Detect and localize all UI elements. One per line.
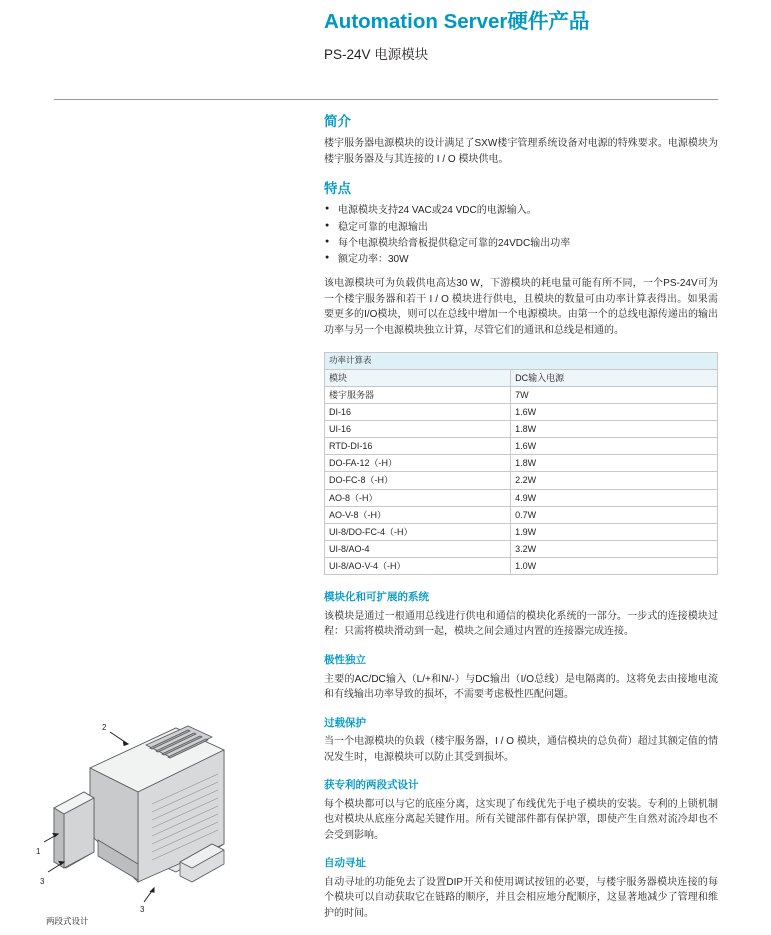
power-calculation-table	[324, 352, 718, 575]
section-patent-heading: 获专利的两段式设计	[324, 779, 419, 792]
table-cell-module: DO-FA-12（-H）	[325, 455, 511, 472]
table-caption: 功率计算表	[325, 353, 718, 369]
header-divider	[54, 99, 718, 100]
list-item: ● 每个电源模块给膏板提供稳定可靠的24VDC输出功率	[324, 236, 718, 252]
table-row	[325, 438, 718, 455]
section-polarity-text: 主要的AC/DC输入（L/+和N/-）与DC输出（I/O总线）是电隔离的。这将免去由接地电流和有线输出功率导致的损坏，不需要考虑极性匹配问题。	[324, 673, 718, 701]
section-features	[324, 181, 718, 338]
table-row	[325, 455, 718, 472]
svg-text:3: 3	[140, 905, 145, 914]
svg-text:2: 2	[102, 723, 107, 732]
table-row	[325, 421, 718, 438]
page-header	[324, 10, 744, 63]
svg-text:1: 1	[36, 847, 41, 856]
table-cell-power: 1.8W	[511, 421, 718, 438]
table-column-header: 模块	[325, 369, 511, 386]
table-cell-module: RTD-DI-16	[325, 438, 511, 455]
section-modular-text: 该模块是通过一根通用总线进行供电和通信的模块化系统的一部分。一步式的连接模块过程：只需将模块滑动到一起，模块之间会通过内置的连接器完成连接。	[324, 610, 718, 638]
table-cell-power: 3.2W	[511, 541, 718, 558]
list-item: ● 电源模块支持24 VAC或24 VDC的电源输入。	[324, 203, 718, 219]
table-cell-power: 1.6W	[511, 403, 718, 420]
section-intro-text: 楼宇服务器电源模块的设计满足了SXW楼宇管理系统设备对电源的特殊要求。电源模块为楼宇服务器及与其连接的 I / O 模块供电。	[324, 138, 718, 165]
table-row	[325, 523, 718, 540]
table-caption-row	[325, 353, 718, 369]
section-intro	[324, 114, 718, 167]
figure-caption: 两段式设计	[46, 916, 89, 926]
section-polarity	[324, 654, 718, 703]
table-row	[325, 558, 718, 575]
section-features-heading: 特点	[324, 181, 351, 197]
table-cell-power: 7W	[511, 386, 718, 403]
table-cell-module: AO-8（-H）	[325, 489, 511, 506]
page-subtitle: PS-24V 电源模块	[324, 46, 429, 62]
content-column	[324, 114, 718, 935]
section-patent-text: 每个模块都可以与它的底座分离，这实现了布线优先于电子模块的安装。专利的上锁机制也对模块从底座分离起关键作用。所有关键部件都有保护罩，即使产生自然对流冷却也不会受到影响。	[324, 798, 718, 841]
table-row	[325, 541, 718, 558]
table-cell-module: UI-8/AO-V-4（-H）	[325, 558, 511, 575]
section-intro-heading: 简介	[324, 114, 351, 129]
section-autoaddress-heading: 自动寻址	[324, 857, 366, 870]
table-row	[325, 489, 718, 506]
section-modular-heading: 模块化和可扩展的系统	[324, 591, 429, 604]
table-cell-power: 1.9W	[511, 523, 718, 540]
table-cell-module: UI-16	[325, 421, 511, 438]
table-row	[325, 386, 718, 403]
section-autoaddress	[324, 857, 718, 921]
list-item: ● 稳定可靠的电源输出	[324, 220, 718, 236]
section-modular	[324, 591, 718, 640]
table-row	[325, 472, 718, 489]
section-overload-text: 当一个电源模块的负载（楼宇服务器，I / O 模块，通信模块的总负荷）超过其额定值的情况发生时，电源模块可以防止其受到损坏。	[324, 736, 718, 763]
table-row	[325, 403, 718, 420]
section-polarity-heading: 极性独立	[324, 653, 366, 666]
table-cell-power: 2.2W	[511, 472, 718, 489]
feature-list	[324, 203, 718, 268]
table-cell-module: 楼宇服务器	[325, 386, 511, 403]
table-row	[325, 506, 718, 523]
section-overload-heading: 过载保护	[324, 716, 366, 729]
svg-text:3: 3	[40, 877, 45, 886]
section-autoaddress-text: 自动寻址的功能免去了设置DIP开关和使用调试按钮的必要，与楼宇服务器模块连接的每个模块可以自动获取它在链路的顺序，并且会相应地分配顺序，这显著地减少了管理和维护的时间。	[324, 876, 718, 919]
table-cell-power: 1.6W	[511, 438, 718, 455]
section-features-text: 该电源模块可为负载供电高达30 W，下游模块的耗电量可能有所不同，一个PS-24V可为一个楼宇服务器和若干 I / O 模块进行供电，且模块的数量可由功率计算表得出。如果需要更多的I/O模块，则可以在总线中增加一个电源模块。由第一个的总线电源传递出的输出功率与另一个电源模块独立计算，尽管它们的通讯和总线是相通的。	[324, 278, 718, 336]
table-cell-module: AO-V-8（-H）	[325, 506, 511, 523]
page-title: Automation Server硬件产品	[324, 10, 590, 33]
table-cell-power: 4.9W	[511, 489, 718, 506]
table-cell-module: UI-8/DO-FC-4（-H）	[325, 523, 511, 540]
module-drawing	[28, 712, 278, 917]
table-cell-power: 1.0W	[511, 558, 718, 575]
table-cell-module: DO-FC-8（-H）	[325, 472, 511, 489]
table-column-header: DC输入电源	[511, 369, 718, 386]
table-cell-module: UI-8/AO-4	[325, 541, 511, 558]
table-cell-module: DI-16	[325, 403, 511, 420]
table-cell-power: 1.8W	[511, 455, 718, 472]
section-overload	[324, 717, 718, 766]
table-cell-power: 0.7W	[511, 506, 718, 523]
product-illustration	[28, 712, 278, 917]
section-patent	[324, 779, 718, 843]
list-item: ● 额定功率：30W	[324, 252, 718, 268]
table-header-row	[325, 369, 718, 386]
